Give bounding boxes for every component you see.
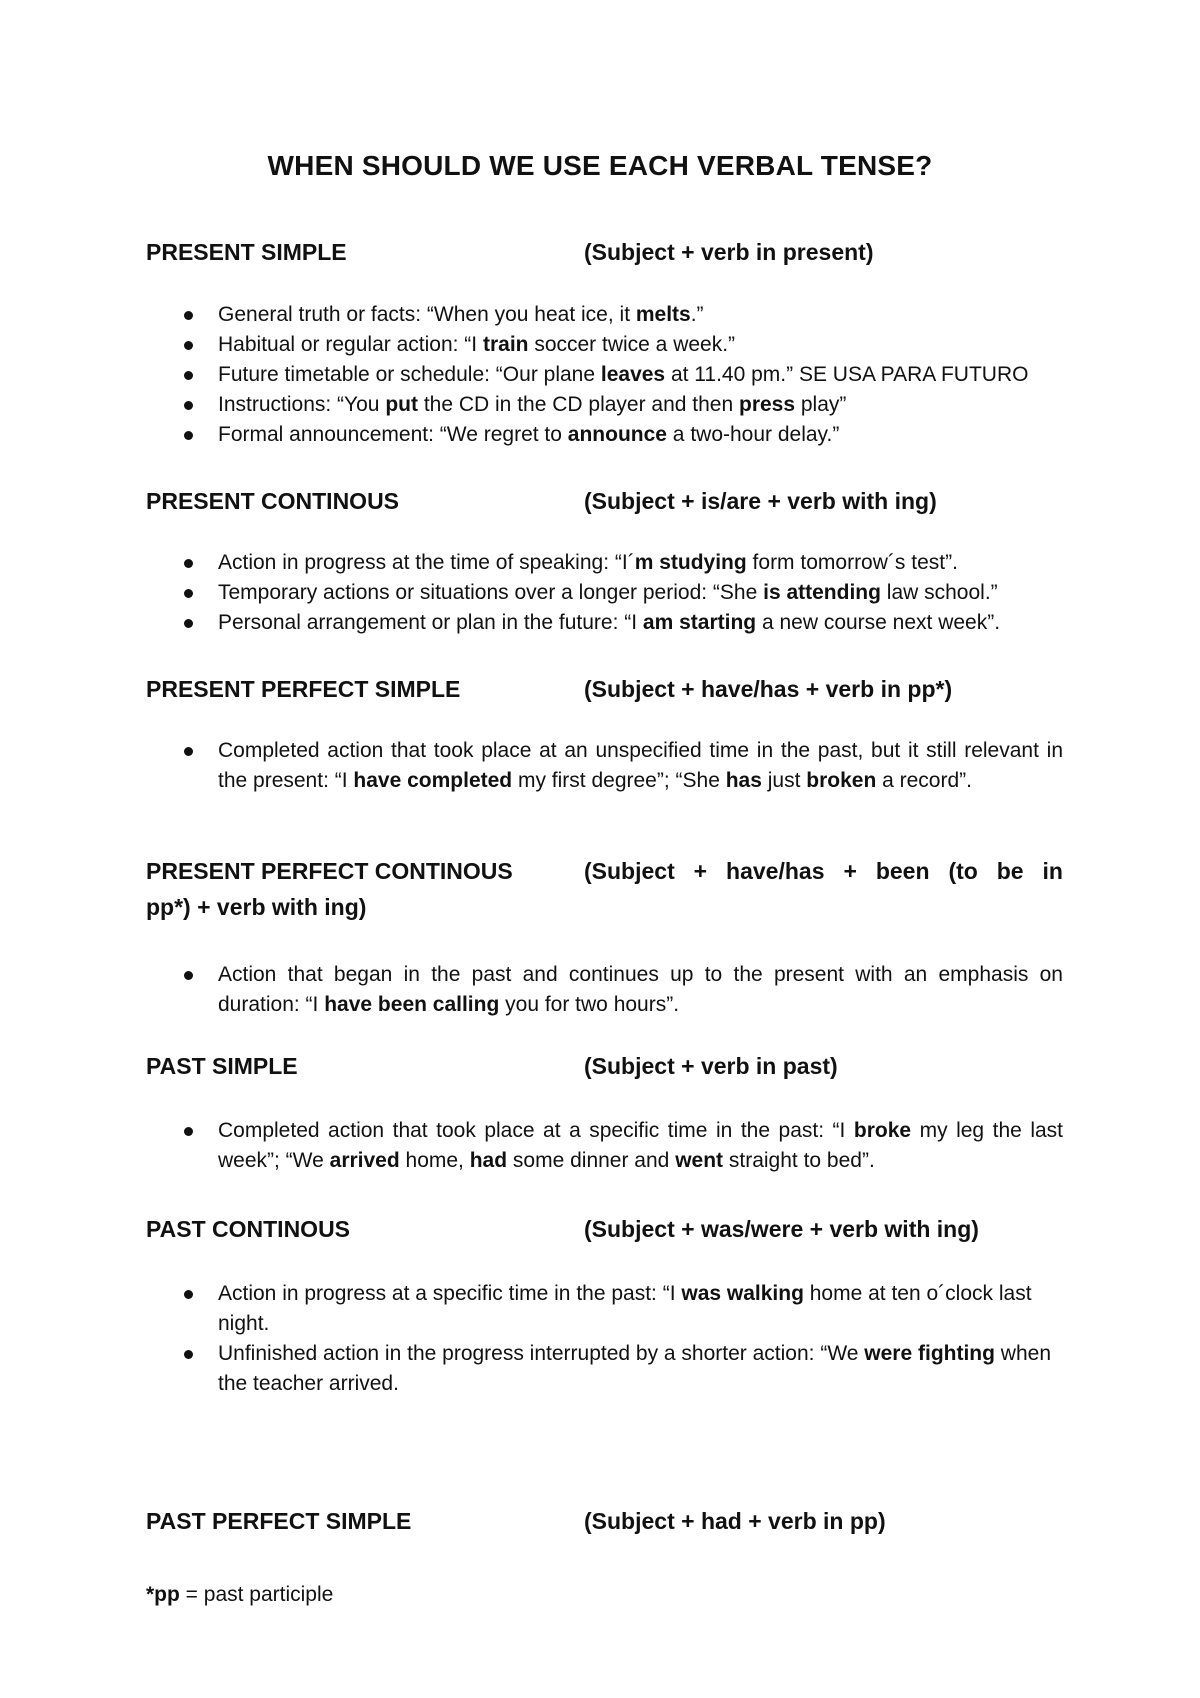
- list-item: [218, 1279, 1063, 1339]
- bold-text-run: press: [739, 393, 796, 416]
- section-name: PRESENT PERFECT CONTINOUS: [146, 858, 513, 884]
- section-formula: (Subject + have/has + verb in pp*): [584, 676, 953, 702]
- text-run: a record”.: [876, 769, 972, 792]
- bold-text-run: leaves: [600, 363, 666, 386]
- text-run: just: [761, 769, 807, 792]
- bold-text-run: was walking: [681, 1282, 804, 1305]
- text-run: Formal announcement: “We regret to: [218, 423, 568, 446]
- list-item: [218, 420, 1063, 450]
- bullet-text: [218, 963, 1063, 1016]
- text-run: Completed action that took place at a specific time in the past: “I: [218, 1119, 854, 1142]
- text-run: straight to bed”.: [723, 1149, 875, 1172]
- text-run: when the teacher arrived.: [218, 1342, 1052, 1395]
- bold-text-run: were fighting: [864, 1342, 995, 1365]
- list-item: [218, 300, 1063, 330]
- bullet-icon: [184, 1290, 193, 1299]
- bullet-icon: [184, 747, 193, 756]
- bold-text-run: had: [469, 1149, 508, 1172]
- section-formula: (Subject + had + verb in pp): [584, 1508, 886, 1534]
- bullet-text: [218, 333, 735, 356]
- bullet-icon: [184, 619, 193, 628]
- bold-text-run: broken: [806, 769, 877, 792]
- text-run: play”: [795, 393, 847, 416]
- page-title: WHEN SHOULD WE USE EACH VERBAL TENSE?: [267, 150, 933, 181]
- text-run: home,: [399, 1149, 470, 1172]
- text-run: Action that began in the past and continues up to the present with an emphasis on duration: “I: [218, 963, 1063, 1016]
- bold-text-run: has: [725, 769, 762, 792]
- text-run: Unfinished action in the progress interrupted by a shorter action: “We: [218, 1342, 865, 1365]
- bold-text-run: melts: [635, 303, 691, 326]
- bullet-text: [218, 423, 839, 446]
- section-name: PAST CONTINOUS: [146, 1216, 351, 1242]
- bullet-text: [218, 303, 704, 326]
- text-run: law school.”: [880, 581, 998, 604]
- text-run: soccer twice a week.”: [528, 333, 736, 356]
- text-run: Action in progress at the time of speaking: “I´: [218, 551, 635, 574]
- text-run: the CD in the CD player and then: [417, 393, 739, 416]
- bullet-icon: [184, 559, 193, 568]
- footnote-marker: *pp: [146, 1583, 180, 1606]
- bullet-icon: [184, 431, 193, 440]
- bold-text-run: have completed: [353, 769, 513, 792]
- bold-text-run: is attending: [763, 581, 881, 604]
- formula-word: have/has: [726, 858, 825, 884]
- list-item: [218, 578, 1063, 608]
- bullet-text: [218, 363, 1028, 386]
- section-formula: (Subject + verb in past): [584, 1053, 838, 1079]
- text-run: Action in progress at a specific time in the past: “I: [218, 1282, 682, 1305]
- text-run: Habitual or regular action: “I: [218, 333, 483, 356]
- bullet-list-past-continous: [218, 1279, 1063, 1399]
- list-item: [218, 1116, 1063, 1176]
- bullet-text: [218, 581, 998, 604]
- text-run: some dinner and: [507, 1149, 676, 1172]
- bold-text-run: put: [385, 393, 418, 416]
- text-run: a two-hour delay.”: [666, 423, 840, 446]
- bullet-text: [218, 611, 1000, 634]
- bullet-icon: [184, 311, 193, 320]
- section-name: PAST SIMPLE: [146, 1053, 298, 1079]
- bullet-text: [218, 739, 1063, 792]
- formula-word: +: [843, 858, 857, 884]
- bullet-icon: [184, 341, 193, 350]
- section-name: PRESENT PERFECT SIMPLE: [146, 676, 461, 702]
- bullet-icon: [184, 1127, 193, 1136]
- list-item: [218, 548, 1063, 578]
- bold-text-run: announce: [567, 423, 667, 446]
- section-formula: (Subject + is/are + verb with ing): [584, 488, 937, 514]
- bold-text-run: broke: [853, 1119, 912, 1142]
- bullet-icon: [184, 401, 193, 410]
- bullet-list-present-perfect-continous: [218, 960, 1063, 1020]
- bullet-text: [218, 1119, 1063, 1172]
- footnote-text: = past participle: [179, 1583, 334, 1606]
- text-run: at 11.40 pm.” SE USA PARA FUTURO: [665, 363, 1029, 386]
- text-run: Temporary actions or situations over a longer period: “She: [218, 581, 764, 604]
- text-run: a new course next week”.: [756, 611, 1001, 634]
- bullet-list-past-simple: [218, 1116, 1063, 1176]
- text-run: you for two hours”.: [499, 993, 680, 1016]
- list-item: [218, 736, 1063, 796]
- section-name: PAST PERFECT SIMPLE: [146, 1508, 412, 1534]
- section-formula: (Subject + verb in present): [584, 239, 874, 265]
- section-name: PRESENT CONTINOUS: [146, 488, 400, 514]
- bold-text-run: m studying: [634, 551, 747, 574]
- list-item: [218, 360, 1063, 390]
- bullet-text: [218, 1342, 1051, 1395]
- bold-text-run: went: [675, 1149, 724, 1172]
- list-item: [218, 608, 1063, 638]
- bullet-text: [218, 1282, 1032, 1335]
- bold-text-run: arrived: [329, 1149, 400, 1172]
- text-run: form tomorrow´s test”.: [746, 551, 958, 574]
- bullet-list-present-simple: [218, 300, 1063, 450]
- section-formula-continuation: pp*) + verb with ing): [146, 894, 367, 920]
- formula-word: been: [875, 858, 930, 884]
- formula-word: (Subject: [584, 858, 675, 884]
- bold-text-run: have been calling: [324, 993, 500, 1016]
- list-item: [218, 390, 1063, 420]
- list-item: [218, 330, 1063, 360]
- text-run: General truth or facts: “When you heat ice, it: [218, 303, 636, 326]
- bullet-icon: [184, 371, 193, 380]
- text-run: .”: [690, 303, 704, 326]
- text-run: my leg the last week”; “We: [218, 1119, 1063, 1172]
- bullet-list-present-continous: [218, 548, 1063, 638]
- bullet-text: [218, 393, 846, 416]
- formula-word: be: [996, 858, 1024, 884]
- formula-word: in: [1042, 858, 1063, 884]
- formula-word: +: [693, 858, 708, 884]
- bold-text-run: train: [482, 333, 529, 356]
- bullet-text: [218, 551, 958, 574]
- text-run: Completed action that took place at an unspecified time in the past, but it still relevant in the present: “I: [218, 739, 1063, 792]
- bullet-icon: [184, 1350, 193, 1359]
- list-item: [218, 960, 1063, 1020]
- footnote: [146, 1580, 333, 1610]
- bullet-icon: [184, 589, 193, 598]
- section-name: PRESENT SIMPLE: [146, 239, 347, 265]
- text-run: my first degree”; “She: [512, 769, 726, 792]
- bullet-icon: [184, 971, 193, 980]
- list-item: [218, 1339, 1063, 1399]
- text-run: Instructions: “You: [218, 393, 386, 416]
- bullet-list-present-perfect-simple: [218, 736, 1063, 796]
- bold-text-run: am starting: [642, 611, 757, 634]
- text-run: home at ten o´clock last night.: [218, 1282, 1032, 1335]
- formula-word: (to: [948, 858, 978, 884]
- section-formula: [584, 853, 1063, 889]
- text-run: Personal arrangement or plan in the future: “I: [218, 611, 643, 634]
- section-formula: (Subject + was/were + verb with ing): [584, 1216, 979, 1242]
- text-run: Future timetable or schedule: “Our plane: [218, 363, 601, 386]
